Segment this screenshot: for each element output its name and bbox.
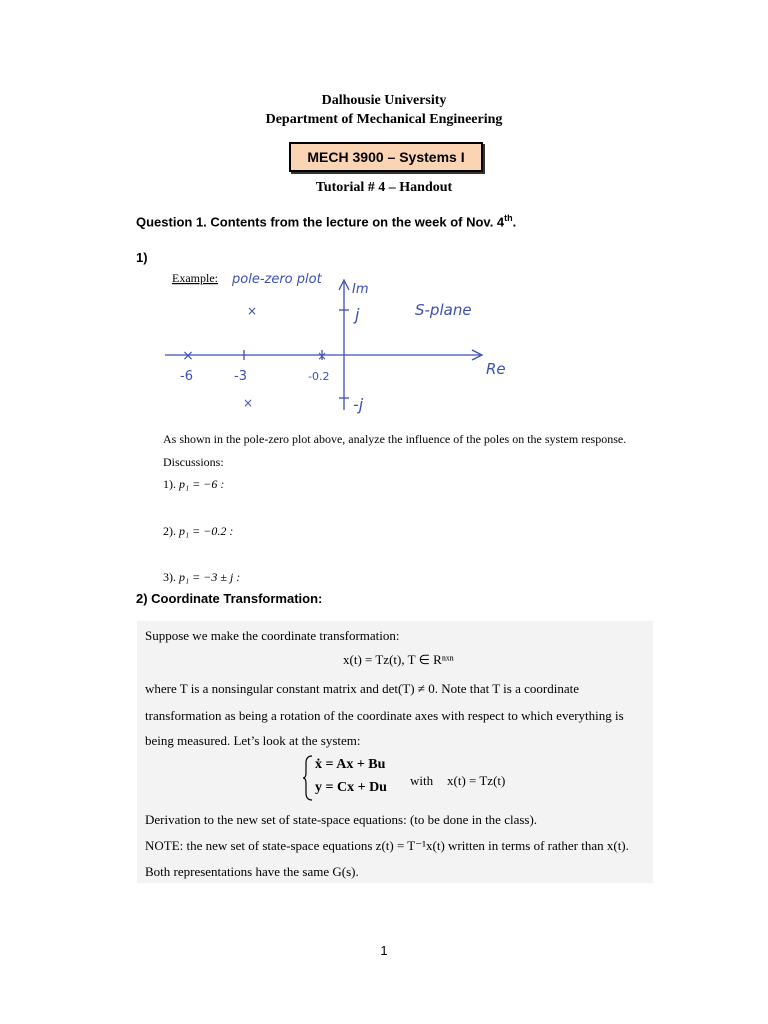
pole-zero-plot-svg: [160, 270, 520, 420]
tick-label-neg6: -6: [180, 369, 193, 384]
transform-line-3: transformation as being a rotation of the coordinate axes with respect to which everything is: [145, 708, 624, 723]
department-name: Department of Mechanical Engineering: [265, 112, 503, 127]
item-1-expression: p₁ = −6 :: [179, 477, 225, 491]
axis-im-label: Im: [352, 282, 369, 297]
question-1-title: Question 1. Contents from the lecture on the week of Nov. 4: [136, 214, 505, 230]
part-1-label: 1): [136, 250, 148, 265]
system-brace: [302, 755, 314, 801]
with-equation: x(t) = Tz(t): [447, 773, 506, 788]
page-number: 1: [380, 943, 388, 958]
tutorial-title: Tutorial # 4 – Handout: [315, 180, 453, 195]
transform-line-2: where T is a nonsingular constant matrix and det(T) ≠ 0. Note that T is a coordinate: [145, 681, 579, 696]
pole-marker-neg02: ×: [316, 349, 328, 363]
item-3-expression: p₁ = −3 ± j :: [179, 570, 241, 584]
question-1-heading: [136, 213, 516, 229]
university-name: Dalhousie University: [321, 93, 447, 108]
label-j: j: [355, 305, 360, 324]
system-equation-1: ẋ = Ax + Bu: [315, 757, 386, 772]
transform-line-4: being measured. Let’s look at the system:: [145, 733, 361, 748]
pole-marker-neg3-plus-j: ×: [246, 304, 258, 318]
pole-marker-neg6: ×: [182, 348, 194, 364]
discussions-label: Discussions:: [163, 455, 224, 469]
brace-icon: [302, 755, 314, 801]
analysis-text: As shown in the pole-zero plot above, analyze the influence of the poles on the system response.: [163, 432, 627, 446]
course-title-box: MECH 3900 – Systems I: [289, 142, 483, 172]
transform-line-1: Suppose we make the coordinate transformation:: [145, 628, 400, 643]
transform-equation: x(t) = Tz(t), T ∈ Rⁿˣⁿ: [343, 652, 454, 667]
discussion-item-3: [163, 570, 240, 585]
transform-line-7: Both representations have the same G(s).: [145, 864, 359, 879]
tick-label-neg3: -3: [234, 369, 247, 384]
question-1-title-end: .: [512, 214, 517, 230]
label-neg-j: -j: [353, 395, 364, 414]
transform-line-6: NOTE: the new set of state-space equations z(t) = T⁻¹x(t) written in terms of rather than x(t).: [145, 838, 629, 853]
handwritten-title: pole-zero plot: [232, 272, 322, 287]
pole-zero-plot: [160, 270, 520, 420]
part-2-heading: 2) Coordinate Transformation:: [136, 591, 323, 606]
item-2-expression: p₁ = −0.2 :: [179, 524, 234, 538]
item-1-number: 1).: [163, 477, 176, 491]
transform-line-5: Derivation to the new set of state-space equations: (to be done in the class).: [145, 812, 538, 827]
item-3-number: 3).: [163, 570, 176, 584]
pole-marker-neg3-minus-j: ×: [242, 396, 254, 410]
example-label: Example:: [172, 271, 218, 285]
item-2-number: 2).: [163, 524, 176, 538]
with-label: with: [410, 773, 434, 788]
system-equation-2: y = Cx + Du: [315, 780, 387, 795]
s-plane-label: S-plane: [415, 301, 472, 319]
tick-label-neg02: -0.2: [308, 370, 330, 383]
question-1-title-sup: th: [504, 213, 513, 223]
discussion-item-1: [163, 477, 224, 492]
axis-re-label: Re: [486, 360, 506, 378]
discussion-item-2: [163, 524, 233, 539]
